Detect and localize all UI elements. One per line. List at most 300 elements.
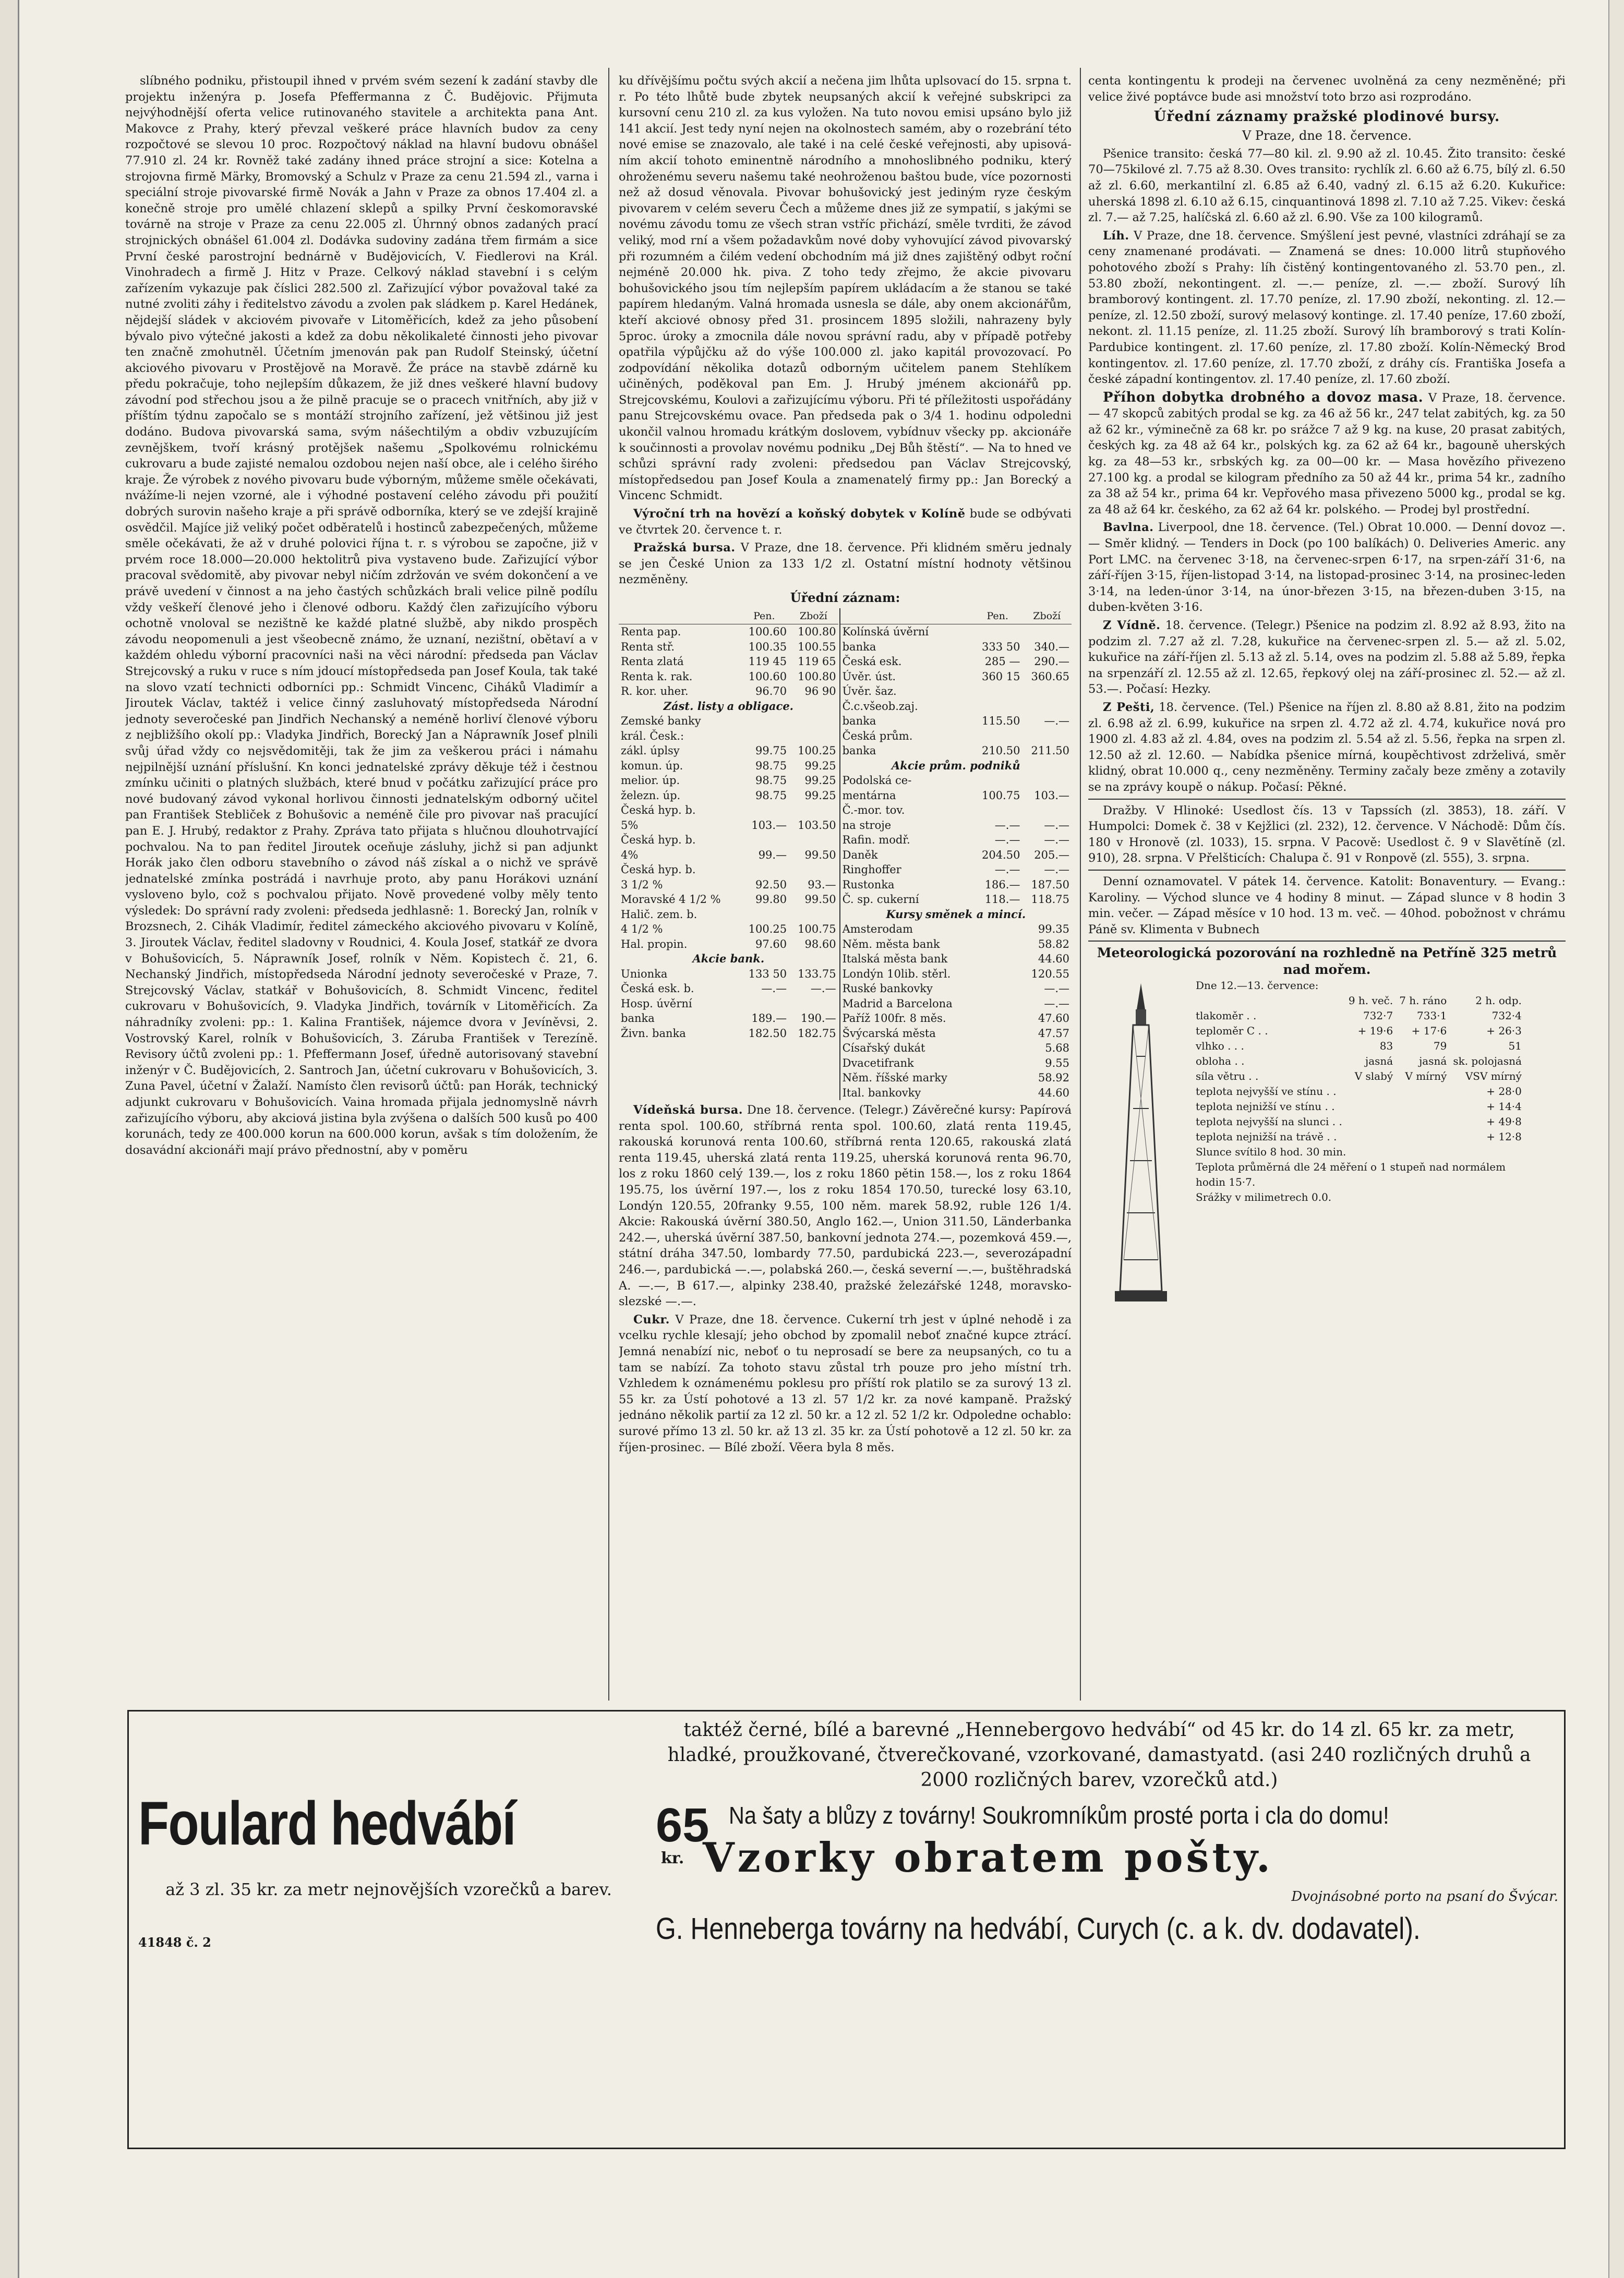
quote-cell — [619, 1041, 740, 1056]
article-text: slíbného podniku, přistoupil ihned v prvém svém sezení k zadání stavby dle projektu inženýra p. Josefa Pfeffermanna z Č. Budějovic. Přijmuta nejvýhodnější oferta velice rutinovaného stavitele a architekta pana Ant. Makovce z Prahy, který převzal veškeré práce hlavních budov za ceny rozpočtové se slevou 10 proc. Rozpočtový náklad na hlavní budovu obnášel 77.910 zl. 24 kr. Rovněž také zadány ihned práce strojní a sice: Kotelna a strojovna firmě Märky, Bromovský a Schulz v Praze za cenu 21.594 zl., varna i speciální stroje pivovarské firmě Novák a Jahn v Praze za obnos 17.404 zl. a konečně stroje pro umělé chlazení sklepů a spilky První českomoravské továrně na stroje v Praze za cenu 22.005 zl. Úhrnný obnos zadaných prací strojnických obnášel 61.004 zl. Dodávka sudoviny zadána třem firmám a sice První české parostrojní bednárně v Budějovicích, V. Fiedlerovi na Král. Vinohradech a firmě J. Hitz v Praze. Celkový náklad stavební i s celým zařízením vykazuje pak číslici 282.500 zl. Zařizující výbor považoval také za nutné zvoliti záhy i ředitelstvo závodu a zvolen pak sládkem p. Karel Hedánek, nějdejší sládek v akciovém pivovaře v Litoměřicích, kdež za jeho působení bývalo pivo výtečné jakosti a kdež za dobu několikaleté činnosti jeho pivovar ten značně zmohutněl. Účetním jmenován pak pan Rudolf Steinský, účetní akciového pivovaru v Prostějově na Moravě. Že práce na stavbě zdárně ku předu pokračuje, toho nejlepším důkazem, že již dnes veškeré hlavní budovy závodní pod střechou jsou a že pilně pracuje se o pracech vnitřních, aby již v příštím týdnu započalo se s montáží strojního zařízení, jež většinou již jest dodáno. Budova pivovarská sama, svým nášechtilým a obdiv vzbuzujícím zevnějškem, tvoří krásný protějšek našemu „Spolkovému rolnickému cukrovaru a bude zajisté nemalou ozdobou nejen naší obce, ale i celého širého kraje. Že výrobek z nového pivovaru bude výborným, můžeme směle očekávati, nvážíme-li nejen vzorné, ale i výhodné postavení celého závodu při použití dobrých surovin našeho kraje a při správě odborníka, který se ve zdejší krajině osvědčil. Majíce již veliký počet odběratelů i hostinců zabezpečených, můžeme směle očekávati, že až v druhé polovici října t. r. s výrobou se započne, již v prvém roce 18.000—20.000 hektolitrů piva vystaveno bude. Zařizující výbor pracoval svědomitě, aby pivovar nebyl ničím zdržován ve svém dokončení a ve právě uvedení v činnost a na jeho častých schůzkách brali velice pilně podílu vždy veškeří členové jeho i členové odboru. Každý člen zařizujícího výboru ochotně vnoloval se nezištně ke každé platné službě, aby nikdo prospěch závodu neopomenuli a jest všeobecně známo, že uznaní, nezištní, obětaví a v každém ohledu výborní pracovníci naši na věci národní: předseda pan Václav Strejcovský a ruku v ruce s ním jdoucí místopředseda pan Josef Koula, tak také na slovo vzatí technicti odborníci pp.: Schmidt Vincenc, Ciháků Vladimír a Jiroutek Václav, taktéž i velice činný zasluhovatý místopředseda Národní jednoty severočeské pan Jindřich Nechanský a neméně horliví členové výboru z nejbližšího okolí pp.: Vladyka Jindřich, Borecký Jan a Náprawník Josef plnili svůj úřad vždy co nejsvědomitěji, tak že jim za veškerou práci i námahu nejpilnější uznání příslušní. Kn konci jednatelské zprávy děkuje též i čestnou zmínku učiniti o platných službách, které bnud v počátku zařizující práce pro nové budovaný závod vykonal horlivou činnosti jednatelským odborný učitel pan František Stebliček z Bohušovic a neméně čile pro pivovar naš pracující pan E. J. Hrubý, redaktor z Prahy. Zpráva tato přijata s hlučnou dlouhotrvající pochvalou. Na to pan ředitel Jiroutek oceňuje zásluhy, jichž si pan adjunkt Horák jako člen odboru stavebního o závod náš získal a o nichž ve správě jednatelské zmínka postrádá i navrhuje proto, aby panu Horákovi uznání vysloveno bylo, což s pochvalou přijato. Nově provedené volby měly tento výsledek: Do správní rady zvoleni: předseda jedhlasně: 1. Borecký Jan, rolník v Brozsnech, 2. Cihák Vladimír, ředitel zámeckého akciového pivovaru v Kolíně, 3. Jiroutek Václav, ředitel sladovny v Roudnici, 4. Koula Josef, statkář ze dvora v Bohušovicích, 5. Náprawník Josef, rolník v Něm. Kopistech č. 21, 6. Nechanský Jindřich, místopředseda Národní jednoty severočeské v Praze, 7. Strejcovský Václav, statkář v Bohušovicích, 8. Schmidt Vincenc, ředitel cukrovaru v Bohušovicích, 9. Vladyka Jindřich, továrník v Litoměřicích. Za náhradníky zvoleni: pp.: 1. Kalina František, nájemce dvora v Jevíněvsi, 2. Vostrovský Karel, rolník v Bohušovicích, 3. Záruba František v Terezíně. Revisory účtů zvoleni pp.: 1. Pfeffermann Josef, úředně autorisovaný stavební inženýr v Č. Budějovicích, 2. Santroch Jan, účetní cukrovaru v Bohušovicích, 3. Zuna Pavel, účetní v Žalaží. Namísto člen revisorů účtů: pan Horák, technický adjunkt cukrovaru v Bohušovicích. Vaina hromada přijala jednomyslně návrh zařizujícího výboru, aby akciová jistina byla zvýšena o dalších 500 kusů po 400 korunách, tedy ze 400.000 korun na 600.000 korun, avšak s tím doložením, že dosavádní akcionáři mají právo přednostní, aby v poměru — [125, 74, 598, 1157]
weather-value — [1345, 1099, 1396, 1114]
quote-cell — [619, 1056, 740, 1071]
quote-name: mentárna — [842, 789, 896, 802]
quote-name: Něm. města bank — [842, 937, 940, 950]
quote-zbozi: 205.— — [1034, 848, 1069, 861]
quote-pen — [973, 624, 1022, 640]
ad-porto-note: Dvojnásobné porto na psaní do Švýcar. — [1291, 1889, 1558, 1905]
weather-value — [1396, 1129, 1450, 1144]
weather-value: V slabý — [1354, 1070, 1393, 1083]
weather-value: + 26·3 — [1486, 1025, 1522, 1038]
weather-value: 732·4 — [1491, 1009, 1522, 1022]
weather-value — [1345, 1129, 1396, 1144]
quote-pen: 99.— — [758, 848, 787, 861]
vienna-grain-text: 18. července. (Telegr.) Pšenice na podzim zl. 8.92 až 8.93, žito na podzim zl. 7.27 až zl. 7.28, kukuřice na červenec-srpen zl. 5.— až zl. 5.02, kukuřice na září-říjen zl. 5.13 až zl. 5.14, oves na podzim zl. 5.88 až 5.89, řepka na srpenzáří zl. 12.55 až zl. 12.65, řepkový olej na září-prosinec zl. 52.— až zl. 53.—. Počasí: Hezky. — [1088, 619, 1566, 696]
quote-zbozi — [789, 862, 838, 877]
quote-name: banka — [842, 715, 876, 728]
quote-zbozi: 360.65 — [1031, 670, 1069, 683]
quote-name: banka — [621, 1012, 655, 1025]
table-row — [619, 743, 1072, 758]
quote-zbozi: 99.50 — [804, 893, 836, 906]
table-row — [619, 624, 1072, 640]
table-row — [619, 788, 1072, 803]
quote-name: Renta k. rak. — [621, 670, 693, 683]
quote-zbozi: 100.55 — [798, 640, 836, 653]
ad-code: 41848 č. 2 — [138, 1935, 211, 1950]
weather-title: Meteorologická pozorování na rozhledně na Petříně 325 metrů nad mořem. — [1097, 945, 1557, 978]
table-row — [619, 907, 1072, 922]
ad-price-range: až 3 zl. 35 kr. za metr nejnovějších vzorečků a barev. — [165, 1879, 612, 1899]
quote-zbozi: —.— — [1044, 863, 1069, 876]
quote-pen: —.— — [994, 863, 1020, 876]
quote-name: Ringhoffer — [842, 863, 901, 876]
weather-value: 732·7 — [1363, 1009, 1393, 1022]
quote-pen — [973, 1056, 1022, 1071]
vienna-grain-title: Z Vídně. — [1103, 619, 1161, 632]
quote-name: na stroje — [842, 818, 892, 831]
quote-cell — [789, 1041, 838, 1056]
quote-name: Kolínská úvěrní — [842, 625, 929, 638]
quote-name: Hal. propin. — [621, 937, 688, 950]
quote-name: melior. úp. — [621, 774, 680, 787]
quote-zbozi: 190.— — [800, 1012, 836, 1025]
quote-zbozi: 119 65 — [798, 655, 836, 668]
quote-pen: —.— — [994, 834, 1020, 847]
quote-zbozi: 211.50 — [1031, 744, 1069, 757]
quote-name: Dvacetifrank — [842, 1056, 914, 1069]
table-row — [619, 684, 1072, 699]
quote-zbozi — [789, 729, 838, 744]
col-pen-label: Pen. — [973, 608, 1022, 624]
quote-name: Londýn 10lib. stěrl. — [842, 967, 951, 980]
meat-title: Příhon dobytka drobného a dovoz masa. — [1103, 389, 1424, 405]
weather-label: teplota nejnižší na trávě . . — [1196, 1130, 1337, 1143]
quote-pen — [740, 862, 789, 877]
quote-zbozi — [789, 996, 838, 1011]
ad-price: 65 — [656, 1799, 709, 1852]
table-row — [619, 818, 1072, 833]
quote-section-title: Zást. listy a obligace. — [663, 699, 793, 713]
table-row — [619, 773, 1072, 788]
grain-bourse-title: Úřední záznamy pražské plodinové bursy. — [1153, 109, 1500, 125]
vienna-bourse-title: Vídeňská bursa. — [633, 1103, 743, 1117]
quote-zbozi: 47.57 — [1038, 1027, 1069, 1040]
quote-name: Živn. banka — [621, 1027, 686, 1040]
meat-text: V Praze, 18. července. — 47 skopců zabitých prodal se kg. za 46 až 56 kr., 247 telat zabitých, kg. za 50 až 62 kr., výminečně za 68 kr. po srážce 7 až 9 kg. na kuse, 20 prasat zabitých, českých kg. za 48 až 64 kr., polských kg. za 62 až 64 kr., bagouně uherských kg. za 48—53 kr., srbských kg. za 00—00 kr. — Masa hovězího přivezeno 27.100 kg. a prodal se kilogram předního za 50 až 44 kr., prima 54 kr., zadního za 38 až 54 kr., prima 64 kr. Vepřového masa přivezeno 5000 kg., prodal se kg. za 48 až 64 kr. českého, za 62 až 64 kr. polského. — Prodej byl prostřední. — [1088, 391, 1566, 516]
table-row — [619, 1011, 1072, 1026]
table-row — [619, 1086, 1072, 1101]
quote-name: zákl. úplsy — [621, 744, 680, 757]
quote-zbozi: 58.92 — [1038, 1071, 1069, 1084]
weather-label: vlhko . . . — [1196, 1040, 1244, 1053]
quote-pen — [740, 803, 789, 818]
quote-name: Podolská ce- — [842, 774, 912, 787]
ad-firm-name: G. Henneberga továrny na hedvábí, Curych (c. a k. dv. dodavatel). — [656, 1912, 1421, 1946]
quote-name: Česká hyp. b. — [621, 834, 696, 847]
quote-name: Česká hyp. b. — [621, 804, 696, 817]
quote-zbozi — [1022, 773, 1072, 788]
quote-zbozi: 100.80 — [798, 625, 836, 638]
quote-name: Rafin. modř. — [842, 834, 910, 847]
grain-bourse-text: Pšenice transito: česká 77—80 kil. zl. 9.90 až zl. 10.45. Žito transito: české 70—75kilové zl. 7.75 až 8.30. Oves transito: rychlík zl. 6.60 až 6.75, bílý zl. 6.50 až zl. 6.60, merkantilní zl. 6.85 až 6.40, vadný zl. 6.15 až 6.20. Kukuřice: uherská 1898 zl. 6.10 až 6.15, cinquantinová 1898 zl. 7.10 až 7.25. Vikev: česká zl. 7.— až 7.25, halíčská zl. 6.60 až zl. 6.90. Vše za 100 kilogramů. — [1088, 147, 1566, 225]
weather-value: + 28·0 — [1486, 1085, 1522, 1098]
sugar-text: V Praze, dne 18. července. Cukerní trh jest v úplné nehodě i za vcelku rychle klesají; jeho obchod by zpomalil neboť značné kupce ztrácí. Jemná nenabízí nic, neboť o tu neprosadí se bere za neupsaných, co tu a tam se nabízí. Za tohoto stavu zůstal trh pouze pro jeho místní trh. Vzhledem k oznámenému poklesu pro příští rok platilo se za surový 13 zl. 55 kr. za Ústí pohotové a 13 zl. 57 1/2 kr. za nové kampaně. Pražský jednáno několik partií za 12 zl. 50 kr. a 12 zl. 52 1/2 kr. Odpoledne ochablo: surové přímo 13 zl. 50 kr. až 13 zl. 35 kr. za Ústí pohotově a 12 zl. 50 kr. za říjen-prosinec. — Bílé zboží. Věera byla 8 měs. — [619, 1312, 1072, 1454]
quote-name: Rustonka — [842, 878, 895, 891]
col-pen-label: Pen. — [740, 608, 789, 624]
quote-cell — [789, 1056, 838, 1071]
cattle-market-title: Výroční trh na hovězí a koňský dobytek v Kolíně — [633, 507, 966, 521]
weather-col-head: 7 h. ráno — [1399, 994, 1447, 1007]
weather-row — [1193, 1054, 1525, 1069]
quote-zbozi: 290.— — [1034, 655, 1069, 668]
quote-name: Úvěr. úst. — [842, 670, 896, 683]
spirit-title: Líh. — [1103, 228, 1129, 243]
quote-zbozi — [789, 714, 838, 729]
table-row — [619, 862, 1072, 877]
section-divider — [1088, 941, 1566, 942]
quote-zbozi: 99.35 — [1038, 923, 1069, 936]
table-row — [619, 714, 1072, 729]
weather-value: + 14·4 — [1486, 1100, 1522, 1113]
weather-col-head: 2 h. odp. — [1475, 994, 1522, 1007]
quote-pen: 99.75 — [755, 744, 787, 757]
weather-value: V mírný — [1405, 1070, 1447, 1083]
sugar-title: Cukr. — [633, 1312, 670, 1327]
quote-zbozi: 103.— — [1034, 789, 1069, 802]
quote-pen: 96.70 — [755, 685, 787, 698]
section-divider — [1088, 799, 1566, 800]
quote-name: Moravské 4 1/2 % — [621, 893, 721, 906]
quote-zbozi: —.— — [1044, 715, 1069, 728]
weather-label: síla větru . . — [1196, 1070, 1259, 1083]
quote-name: Č.c.všeob.zaj. — [842, 700, 918, 713]
column-2 — [619, 73, 1072, 1701]
weather-value: 79 — [1433, 1040, 1447, 1053]
weather-value: jasná — [1419, 1055, 1447, 1068]
table-row — [619, 729, 1072, 744]
quote-pen: 98.75 — [755, 774, 787, 787]
quote-pen — [973, 684, 1022, 699]
quote-pen: 97.60 — [755, 937, 787, 950]
article-text: ku dřívějšímu počtu svých akcií a nečena jim lhůta uplsovací do 15. srpna t. r. Po této lhůtě bude zbytek neupsaných akcií k veřejné subskripci za kursovní cenu 210 zl. za kus vyložen. Na tuto novou emisi upsáno bylo již 141 akcií. Jest tedy nyní nejen na okolnostech samém, aby o rozebrání této nové emise se znazovalo, ale také i na celé české veřejnosti, aby upisováním akcií tohoto eminentně národního a mnohoslibného podniku, který ohroženému severu našemu také neohroženou baštou bude, více pozornosti než až dosud věnovala. Pivovar bohušovický jest jediným ryze českým pivovarem v celém severu Čech a můžeme dnes již ze sympatií, s jakými se novému závodu tomu ze všech stran vstříc přichází, směle tvrditi, že závod veliký, mod rní a všem požadavkům nové doby vyhovující závod pivovarský při rozumném a čilém vedení obchodním má již dnes zajištěný odbyt roční nejméně 20.000 hk. piva. Z toho tedy zřejmo, že akcie pivovaru bohušovického jsou tím nejlepším papírem ukládacím a že stanou se také papírem hledaným. Valná hromada usnesla se dále, aby onem akcionářům, kteří akciové obnosy před 31. prosincem 1895 složili, nahrazeny byly 5proc. úroky a zmocnila dále novou správní radu, aby v případě potřeby opatřila výpůjčku až do výše 100.000 zl. jako kapitál provozovací. Po zodpovídání několika dotazů odborným učitelem panem Stehlíkem učiněných, poděkoval pan Em. J. Hrubý jménem akcionářů pp. Strejcovskému, Koulovi a zařizujícímu výboru. Při té příležitosti uspořádány panu Strejcovskému ovace. Pan předseda pak o 3/4 1. hodinu odpoledni ukončil valnou hromadu krátkým doslovem, vybídnuv všecky pp. akcionáře k součinnosti a provolav novému podniku „Dej Bůh štěstí“. — Na to hned ve schůzi správní rady zvoleni: předsedou pan Václav Strejcovský, místopředsedou pan Josef Koula a znamenatelý firmy pp.: Jan Borecký a Vincenc Schmidt. — [619, 74, 1072, 503]
weather-value: sk. polojasná — [1453, 1055, 1522, 1068]
column-1 — [125, 73, 598, 1701]
quote-zbozi — [789, 803, 838, 818]
weather-table — [1193, 978, 1525, 1205]
cattle-market-text: bude se odbývati ve čtvrtek 20. července t. r. — [619, 507, 1072, 537]
quote-pen: 92.50 — [755, 878, 787, 891]
spirit-text: V Praze, dne 18. července. Smýšlení jest pevné, vlastníci zdráhají se za ceny znamenané prodávati. — Znamená se dnes: 10.000 litrů stupňového pohotového zboží s Prahy: líh čistěný kontingentovaného zl. 53.70 pen., zl. 53.80 zboží, nekontingent. zl. —.— peníze, zl. —.— zboží. Surový líh bramborový kontingent. zl. 17.70 peníze, zl. 17.90 zboží, nekonting. zl. 12.— peníze, zl. 12.50 zboží, surový melasový kontinge. zl. 17.40 peníze, 17.60 zboží, nekont. zl. 11.15 peníze, zl. 11.25 zboží. Surový líh bramborový s trati Kolín-Pardubice kontingent. zl. 17.60 peníze, zl. 17.80 zboží. Kolín-Německý Brod kontingentov. zl. 17.60 peníze, zl. 17.70 zboží, z dráhy cís. Františka Josefa a české západní kontingentov. zl. 17.40 peníze, zl. 17.60 zboží. — [1088, 228, 1566, 387]
weather-label: teplota nejvyšší na slunci . . — [1196, 1115, 1342, 1128]
weather-value — [1345, 1114, 1396, 1129]
page-edge — [1608, 0, 1624, 2278]
quote-name: 4 1/2 % — [621, 923, 663, 936]
quote-name: král. Česk.: — [621, 729, 684, 742]
weather-label: teplota nejvyšší ve stínu . . — [1196, 1085, 1337, 1098]
cotton-text: Liverpool, dne 18. července. (Tel.) Obrat 10.000. — Denní dovoz —. — Směr klidný. — Tenders in Dock (po 100 balíkách) 0. Deliveries Americ. any Port LMC. na červenec 3·18, na červenec-srpen 6·17, na srpen-září 31·6, na září-říjen 3·15, říjen-listopad 3·14, na listopad-prosinec 3·14, na prosinec-leden 3·14, na leden-únor 3·14, na únor-březen 3·15, na březen-duben 3·15, na duben-květen 3·16. — [1088, 521, 1566, 614]
weather-label: tlakoměr . . — [1196, 1009, 1257, 1022]
weather-value — [1345, 1084, 1396, 1099]
quote-name: 5% — [621, 818, 639, 831]
quote-pen: 100.35 — [748, 640, 787, 653]
quote-pen — [973, 729, 1022, 744]
quote-zbozi — [1022, 803, 1072, 818]
ad-headline: Foulard hedvábí — [138, 1789, 515, 1858]
quote-zbozi: 100.25 — [798, 744, 836, 757]
quote-cell — [740, 1070, 789, 1086]
quote-pen: 100.60 — [748, 625, 787, 638]
quote-pen — [973, 1070, 1022, 1086]
quote-name: Úvěr. šaz. — [842, 685, 897, 698]
section-divider — [1088, 870, 1566, 871]
quote-name: železn. úp. — [621, 789, 681, 802]
quote-zbozi: 44.60 — [1038, 953, 1069, 966]
vienna-bourse-text: Dne 18. července. (Telegr.) Závěrečné kursy: Papírová renta spol. 100.60, stříbrná renta spol. 100.60, zlatá renta 119.45, rakouská korunová renta 100.60, stříbrná renta 120.65, rakouská zlatá renta 119.45, uherská zlatá renta 119.25, uherská korunová renta 96.70, los z roku 1860 celý 139.—, los z roku 1860 pětin 158.—, los z roku 1864 195.75, los úvěrní 197.—, los z roku 1854 170.50, turecké losy 63.10, Londýn 120.55, 20franky 9.55, 100 něm. marek 58.92, ruble 126 1/4. Akcie: Rakouská úvěrní 380.50, Anglo 162.—, Union 311.50, Länderbanka 242.—, uherská úvěrní 387.50, bankovní jednota 274.—, pozemková 459.—, státní dráha 347.50, lombardy 77.50, pardubická 223.—, severozápadní 246.—, pardubická —.—, polabská 260.—, česká severní —.—, buštěhradská A. —.—, B 617.—, alpinky 238.40, pražské železářské 1248, moravsko-slezské —.—. — [619, 1103, 1072, 1309]
table-row — [619, 937, 1072, 952]
weather-value — [1396, 1084, 1450, 1099]
quote-name: Halič. zem. b. — [621, 908, 697, 921]
quote-name: 3 1/2 % — [621, 878, 663, 891]
quote-cell — [789, 1070, 838, 1086]
quote-pen: 133 50 — [748, 967, 787, 980]
pest-grain-text: 18. července. (Tel.) Pšenice na říjen zl. 8.80 až 8.81, žito na podzim zl. 6.98 až zl. 6.99, kukuřice na srpen zl. 4.72 až zl. 4.74, kukuřice nová pro 1900 zl. 4.83 až zl. 4.84, oves na podzim zl. 5.54 až zl. 5.56, řepka na srpen zl. 12.50 až zl. 12.60. — Nabídka pšenice mírná, koupěchtivost zdrželivá, směr klidný, obrat 10.000 q., ceny nezměněny. Terminy začaly beze změny a zotavily se na zprávy koupě o nákup. Počasí: Pěkné. — [1088, 700, 1566, 794]
quote-pen — [973, 1026, 1022, 1041]
table-row — [619, 848, 1072, 863]
quote-pen — [973, 967, 1022, 982]
weather-label: teplota nejnižší ve stínu . . — [1196, 1100, 1335, 1113]
quote-pen — [740, 729, 789, 744]
quote-name: Česká esk. b. — [621, 982, 694, 995]
quote-pen: 100.60 — [748, 670, 787, 683]
quote-pen: 360 15 — [981, 670, 1020, 683]
pest-grain-title: Z Pešti, — [1103, 700, 1155, 714]
quote-name: Daněk — [842, 848, 878, 861]
weather-label: obloha . . — [1196, 1055, 1245, 1068]
ad-samples: Vzorky obratem pošty. — [703, 1834, 1274, 1882]
quote-name: Č. sp. cukerní — [842, 893, 919, 906]
quote-zbozi — [1022, 729, 1072, 744]
quote-name: Švýcarská města — [842, 1027, 936, 1040]
quote-name: banka — [842, 640, 876, 653]
quote-pen — [973, 981, 1022, 996]
quote-pen — [973, 699, 1022, 714]
quote-pen: 98.75 — [755, 759, 787, 772]
weather-row — [1193, 1069, 1525, 1084]
quote-zbozi: 99.25 — [804, 774, 836, 787]
bourse-quotes-table — [619, 608, 1072, 1101]
col-zbozi-label: Zboží — [789, 608, 838, 624]
weather-row — [1193, 1084, 1525, 1099]
cotton-title: Bavlna. — [1103, 521, 1154, 535]
quote-pen: 119 45 — [748, 655, 787, 668]
ad-slogan: Na šaty a blůzy z továrny! Soukromníkům prosté porta i cla do domu! — [729, 1802, 1389, 1829]
quote-name: Česká hyp. b. — [621, 863, 696, 876]
quote-pen — [740, 714, 789, 729]
quote-cell — [740, 1041, 789, 1056]
quote-zbozi: 99.50 — [804, 848, 836, 861]
weather-value: jasná — [1365, 1055, 1393, 1068]
table-row — [619, 951, 1072, 967]
quote-zbozi: 9.55 — [1045, 1056, 1069, 1069]
quote-zbozi: —.— — [1044, 818, 1069, 831]
table-row — [619, 892, 1072, 907]
quote-name: Unionka — [621, 967, 668, 980]
quote-zbozi: 120.55 — [1031, 967, 1069, 980]
table-row — [619, 1041, 1072, 1056]
silk-advertisement — [127, 1710, 1566, 2149]
quote-zbozi: 100.80 — [798, 670, 836, 683]
quote-pen: —.— — [994, 818, 1020, 831]
quote-section-title: Akcie bank. — [692, 952, 765, 966]
quote-zbozi — [1022, 624, 1072, 640]
quote-zbozi: 182.75 — [798, 1027, 836, 1040]
table-row — [619, 1056, 1072, 1071]
quote-zbozi: 96 90 — [804, 685, 836, 698]
weather-value — [1396, 1114, 1450, 1129]
quote-zbozi: 5.68 — [1045, 1042, 1069, 1055]
quote-zbozi: 44.60 — [1038, 1086, 1069, 1099]
quote-name: Paříž 100fr. 8 měs. — [842, 1012, 946, 1025]
quote-name: Renta stř. — [621, 640, 675, 653]
quote-zbozi: —.— — [810, 982, 836, 995]
quote-zbozi: 187.50 — [1031, 878, 1069, 891]
prague-bourse-text: V Praze, dne 18. července. Při klidném směru jednaly se jen České Union za 133 1/2 zl. Ostatní místní hodnoty většinou nezměněny. — [619, 541, 1072, 587]
weather-value: + 12·8 — [1486, 1130, 1522, 1143]
weather-row — [1193, 1023, 1525, 1039]
quote-pen: —.— — [761, 982, 787, 995]
ad-top-text: taktéž černé, bílé a barevné „Hennebergovo hedvábí“ od 45 kr. do 14 zl. 65 kr. za metr, hladké, proužkované, čtverečkované, vzorkované, damastyatd. (asi 240 rozličných druhů a 2000 rozličných barev, vzorečků atd.) — [667, 1719, 1531, 1791]
quote-zbozi: 340.— — [1034, 640, 1069, 653]
quote-cell — [619, 1086, 740, 1101]
quote-pen — [740, 996, 789, 1011]
table-row — [619, 922, 1072, 937]
weather-date: Dne 12.—13. července: — [1196, 979, 1319, 992]
quote-pen — [973, 937, 1022, 952]
quote-zbozi: 99.25 — [804, 759, 836, 772]
weather-label: teploměr C . . — [1196, 1025, 1268, 1038]
quote-pen: 189.— — [751, 1012, 787, 1025]
weather-value: + 49·8 — [1486, 1115, 1522, 1128]
weather-value: + 17·6 — [1411, 1025, 1447, 1038]
quote-pen: 115.50 — [981, 715, 1020, 728]
quote-pen — [973, 996, 1022, 1011]
quote-name: Císařský dukát — [842, 1042, 925, 1055]
table-row — [619, 758, 1072, 774]
table-row — [619, 967, 1072, 982]
table-row — [619, 1070, 1072, 1086]
quote-cell — [619, 1070, 740, 1086]
petrin-tower-illustration — [1091, 978, 1190, 1312]
table-row — [619, 1026, 1072, 1041]
quote-name: Hosp. úvěrní — [621, 997, 692, 1010]
quote-name: Renta pap. — [621, 625, 681, 638]
quote-name: R. kor. uher. — [621, 685, 689, 698]
quote-pen: 210.50 — [981, 744, 1020, 757]
quote-name: Renta zlatá — [621, 655, 684, 668]
quote-cell — [740, 1086, 789, 1101]
quote-name: 4% — [621, 848, 639, 861]
article-text: centa kontingentu k prodeji na červenec uvolněná za ceny nezměněné; při velice živé poptávce bude asi množství toto brzo asi rozprodáno. — [1088, 74, 1566, 104]
weather-value — [1396, 1099, 1450, 1114]
table-row — [619, 640, 1072, 655]
quote-name: Zemské banky — [621, 715, 701, 728]
quote-zbozi: —.— — [1044, 834, 1069, 847]
weather-col-head: 9 h. več. — [1348, 994, 1393, 1007]
quote-pen — [740, 833, 789, 848]
table-row — [619, 699, 1072, 714]
sun-hours: Slunce svítilo 8 hod. 30 min. — [1196, 1146, 1346, 1159]
quote-zbozi — [789, 907, 838, 922]
table-row — [619, 669, 1072, 684]
quote-zbozi: 93.— — [808, 878, 836, 891]
quote-pen — [973, 1011, 1022, 1026]
weather-row — [1193, 1039, 1525, 1054]
quote-pen: 118.— — [984, 893, 1020, 906]
quote-name: Ital. bankovky — [842, 1086, 921, 1099]
quote-name: Ruské bankovky — [842, 982, 933, 995]
auctions-text: Dražby. V Hlinoké: Usedlost čís. 13 v Tapssích (zl. 3853), 18. září. V Humpolci: Domek č. 38 v Kejžlici (zl. 232), 12. července. V Náchodě: Dům čís. 180 v Hronově (zl. 1033), 15. srpna. V Pacově: Usedlost č. 9 v Slavětíně (zl. 910), 28. srpna. V Přelšticích: Chalupa č. 91 v Ronpově (zl. 555), 3. srpna. — [1088, 803, 1566, 865]
quote-pen: 333 50 — [981, 640, 1020, 653]
quote-zbozi: 118.75 — [1031, 893, 1069, 906]
quote-pen — [973, 922, 1022, 937]
weather-value: 83 — [1379, 1040, 1393, 1053]
quote-pen: 182.50 — [748, 1027, 787, 1040]
quote-cell — [740, 1056, 789, 1071]
quote-pen — [973, 1086, 1022, 1101]
weather-value: + 19·6 — [1357, 1025, 1393, 1038]
weather-row — [1193, 1008, 1525, 1023]
quote-pen: 186.— — [984, 878, 1020, 891]
quote-pen — [973, 1041, 1022, 1056]
weather-value: 733·1 — [1417, 1009, 1447, 1022]
quote-name: banka — [842, 744, 876, 757]
column-rule — [608, 68, 609, 1701]
daily-notice-text: Denní oznamovatel. V pátek 14. července. Katolit: Bonaventury. — Evang.: Karoliny. — Východ slunce ve 4 hodiny 8 minut. — Západ slunce v 8 hodin 3 min. večer. — Západ měsíce v 10 hod. 13 m. več. — 40hod. pobožnost v chrámu Páně sv. Klimenta v Bubnech — [1088, 874, 1566, 936]
column-rule — [1080, 68, 1081, 1701]
table-row — [619, 877, 1072, 893]
table-row — [619, 654, 1072, 669]
quote-zbozi: 47.60 — [1038, 1012, 1069, 1025]
quote-name: Něm. říšské marky — [842, 1071, 947, 1084]
quote-pen — [973, 773, 1022, 788]
quotes-header: Úřední záznam: — [790, 590, 900, 605]
table-row — [619, 803, 1072, 818]
column-3 — [1088, 73, 1566, 1701]
ad-price-unit: kr. — [661, 1849, 684, 1867]
quote-pen: 204.50 — [981, 848, 1020, 861]
quote-zbozi: —.— — [1044, 982, 1069, 995]
weather-row — [1193, 1129, 1525, 1144]
quote-name: Madrid a Barcelona — [842, 997, 953, 1010]
quote-pen — [973, 951, 1022, 967]
quote-zbozi: 103.50 — [798, 818, 836, 831]
table-row — [619, 833, 1072, 848]
avg-temp-note: Teplota průměrná dle 24 měření o 1 stupeň nad normálem hodin 15·7. — [1196, 1161, 1506, 1189]
prague-bourse-title: Pražská bursa. — [633, 541, 736, 555]
quote-zbozi — [789, 833, 838, 848]
quote-pen — [740, 907, 789, 922]
table-row — [619, 981, 1072, 996]
quote-pen: 285 — — [984, 655, 1020, 668]
quote-pen: 100.25 — [748, 923, 787, 936]
quote-pen — [973, 803, 1022, 818]
quote-name: Amsterodam — [842, 923, 913, 936]
quote-name: Česká prům. — [842, 729, 913, 742]
quote-cell — [789, 1086, 838, 1101]
quote-pen: 99.80 — [755, 893, 787, 906]
quote-zbozi: 100.75 — [798, 923, 836, 936]
quote-section-title: Kursy směnek a mincí. — [886, 907, 1026, 921]
